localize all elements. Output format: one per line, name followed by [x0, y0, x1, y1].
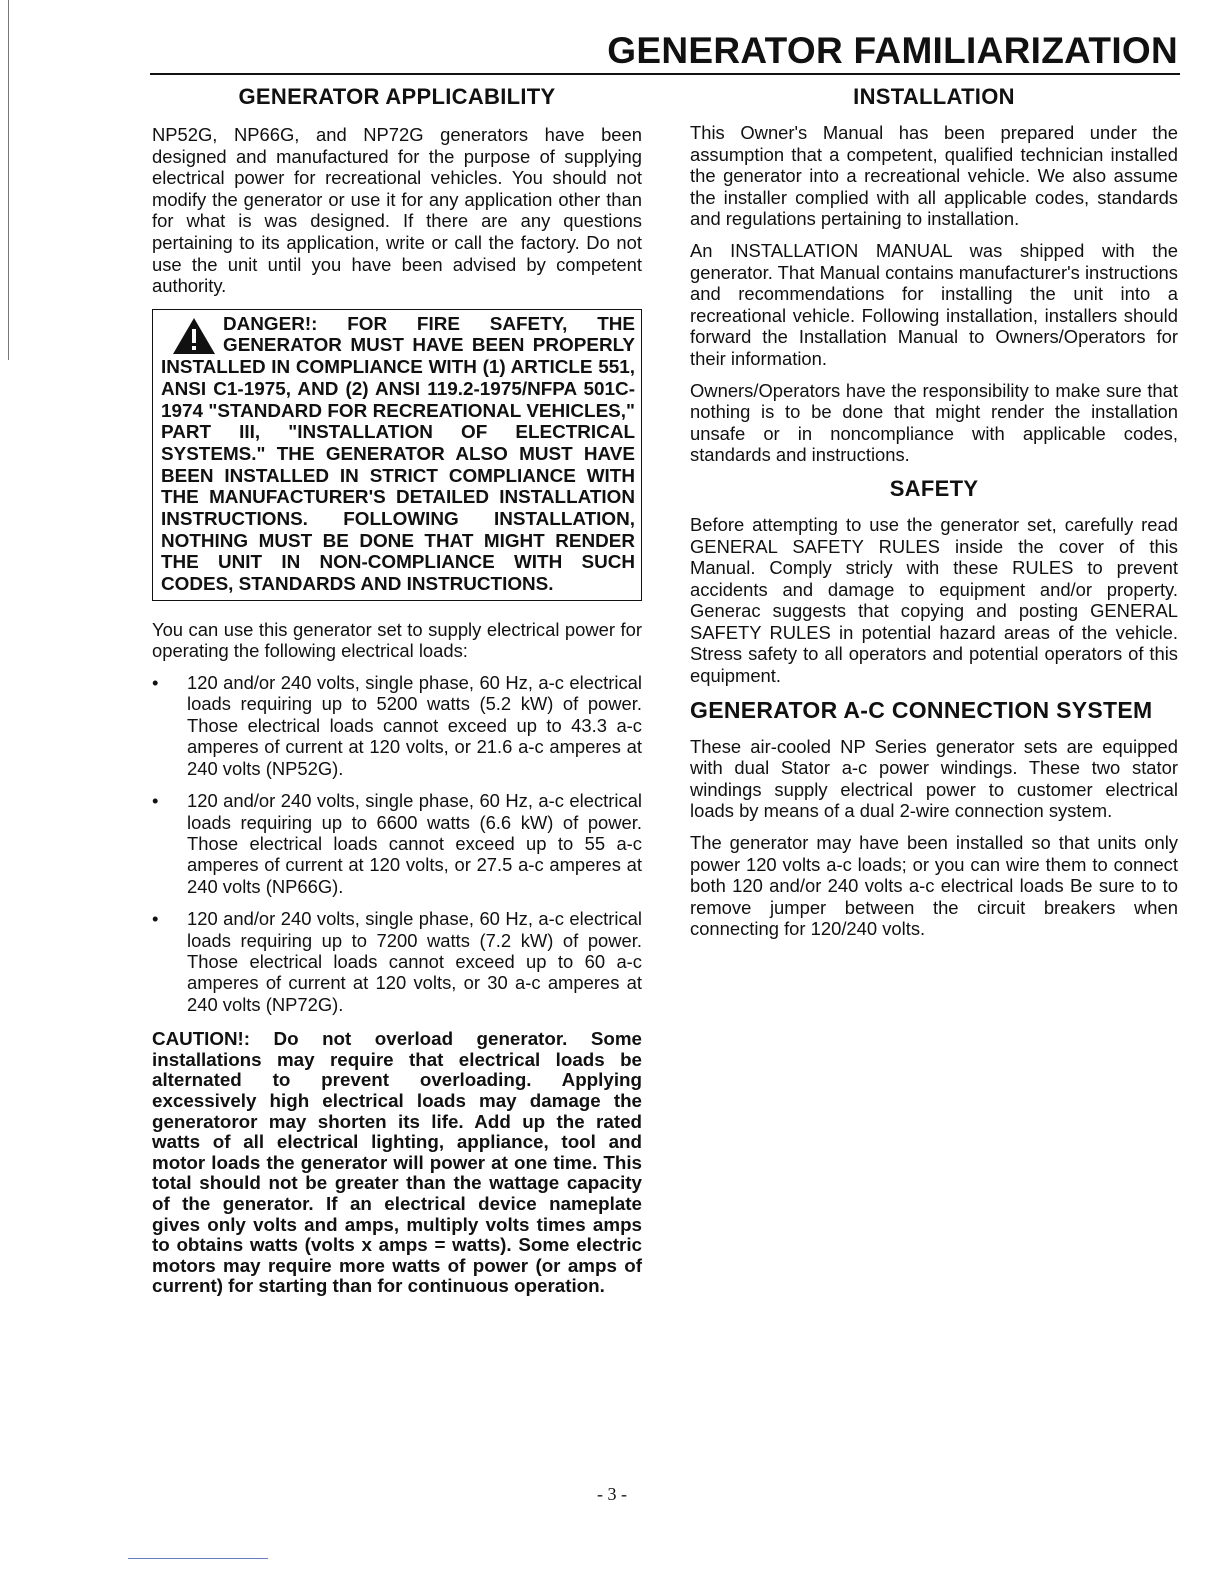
loads-intro: You can use this generator set to supply electrical power for operating the following electrical loads: — [152, 618, 642, 662]
loads-list — [152, 672, 642, 1015]
list-item — [152, 908, 642, 1015]
installation-paragraph: This Owner's Manual has been prepared under the assumption that a competent, qualified technician installed the generator into a recreational vehicle. We also assume the installer complied with all applicable codes, standards and regulations pertaining to installation. — [690, 122, 1178, 230]
list-item — [152, 672, 642, 779]
safety-heading: SAFETY — [889, 475, 979, 501]
left-column — [152, 84, 642, 1307]
warning-triangle-icon — [171, 316, 217, 356]
bullet: • — [152, 672, 159, 694]
load-text: 120 and/or 240 volts, single phase, 60 Hz, a-c electrical loads requiring up to 6600 watts (6.6 kW) of power. Those electrical loads cannot exceed up to 55 a-c amperes of current at 120 volts, or 27.5 a-c amperes at 240 volts (NP66G). — [187, 790, 642, 897]
bullet: • — [152, 908, 159, 930]
load-text: 120 and/or 240 volts, single phase, 60 Hz, a-c electrical loads requiring up to 5200 watts (5.2 kW) of power. Those electrical loads cannot exceed up to 43.3 a-c amperes of current at 120 volts, or 21.6 a-c amperes at 240 volts (NP52G). — [187, 672, 642, 779]
bullet: • — [152, 790, 159, 812]
connection-heading: GENERATOR A-C CONNECTION SYSTEM — [690, 696, 1153, 723]
title-rule — [150, 73, 1180, 75]
load-text: 120 and/or 240 volts, single phase, 60 Hz, a-c electrical loads requiring up to 7200 watts (7.2 kW) of power. Those electrical loads cannot exceed up to 60 a-c amperes of current at 120 volts, or 30 a-c amperes at 240 volts (NP72G). — [187, 908, 642, 1015]
bottom-rule — [128, 1558, 268, 1559]
safety-paragraph: Before attempting to use the generator set, carefully read GENERAL SAFETY RULES inside the cover of this Manual. Comply stricly with these RULES to prevent accidents and damage to equipment and/or property. Generac suggests that copying and posting GENERAL SAFETY RULES in potential hazard areas of the vehicle. Stress safety to all operators and potential operators of this equipment. — [690, 513, 1178, 687]
right-column — [690, 84, 1178, 950]
installation-paragraph: An INSTALLATION MANUAL was shipped with the generator. That Manual contains manufacturer's instructions and recommendations for installing the unit into a recreational vehicle. Following installation, installers should forward the Installation Manual to Owners/Operators for their information. — [690, 239, 1178, 369]
installation-paragraph: Owners/Operators have the responsibility to make sure that nothing is to be done that might render the installation unsafe or in noncompliance with applicable codes, standards and instructions. — [690, 379, 1178, 466]
connection-paragraph: The generator may have been installed so that units only power 120 volts a-c loads; or you can wire them to connect both 120 and/or 240 volts a-c electrical loads Be sure to to remove jumper between the circuit breakers when connecting for 120/240 volts. — [690, 832, 1178, 940]
applicability-paragraph: NP52G, NP66G, and NP72G generators have been designed and manufactured for the purpose of supplying electrical power for recreational vehicles. You should not modify the generator or use it for any application other than for what is was designed. If there are any questions pertaining to its application, write or call the factory. Do not use the unit until you have been advised by competent authority. — [152, 124, 642, 297]
page-title: GENERATOR FAMILIARIZATION — [607, 30, 1178, 71]
caution-notice: CAUTION!: Do not overload generator. Some installations may require that electrical loads be alternated to prevent overloading. Applying excessively high electrical loads may damage the generatoror may shorten its life. Add up the rated watts of all electrical lighting, appliance, tool and motor loads the generator will power at one time. This total should not be greater than the wattage capacity of the generator. If an electrical device nameplate gives only volts and amps, multiply volts times amps to obtains watts (volts x amps = watts). Some electric motors may require more watts of power (or amps of current) for starting than for continuous operation. — [152, 1028, 642, 1297]
danger-text: DANGER!: FOR FIRE SAFETY, THE GENERATOR MUST HAVE BEEN PROPERLY INSTALLED IN COMPLIANCE WITH (1) ARTICLE 551, ANSI C1-1975, AND (2) ANSI 119.2-1975/NFPA 501C-1974 "STANDARD FOR RECREATIONAL VEHICLES," PART III, "INSTALLATION OF ELECTRICAL SYSTEMS." THE GENERATOR ALSO MUST HAVE BEEN INSTALLED IN STRICT COMPLIANCE WITH THE MANUFACTURER'S DETAILED INSTALLATION INSTRUCTIONS. FOLLOWING INSTALLATION, NOTHING MUST BE DONE THAT MIGHT RENDER THE UNIT IN NON-COMPLIANCE WITH SUCH CODES, STANDARDS AND INSTRUCTIONS. — [161, 313, 635, 596]
connection-paragraph: These air-cooled NP Series generator sets are equipped with dual Stator a-c power windings. These two stator windings supply electrical power to customer electrical loads by means of a dual 2-wire connection system. — [690, 735, 1178, 822]
applicability-heading: GENERATOR APPLICABILITY — [238, 84, 556, 109]
installation-heading: INSTALLATION — [853, 84, 1015, 109]
scan-edge-mark — [8, 0, 9, 360]
list-item — [152, 790, 642, 897]
page-number: - 3 - — [597, 1484, 627, 1504]
danger-notice — [152, 309, 642, 601]
